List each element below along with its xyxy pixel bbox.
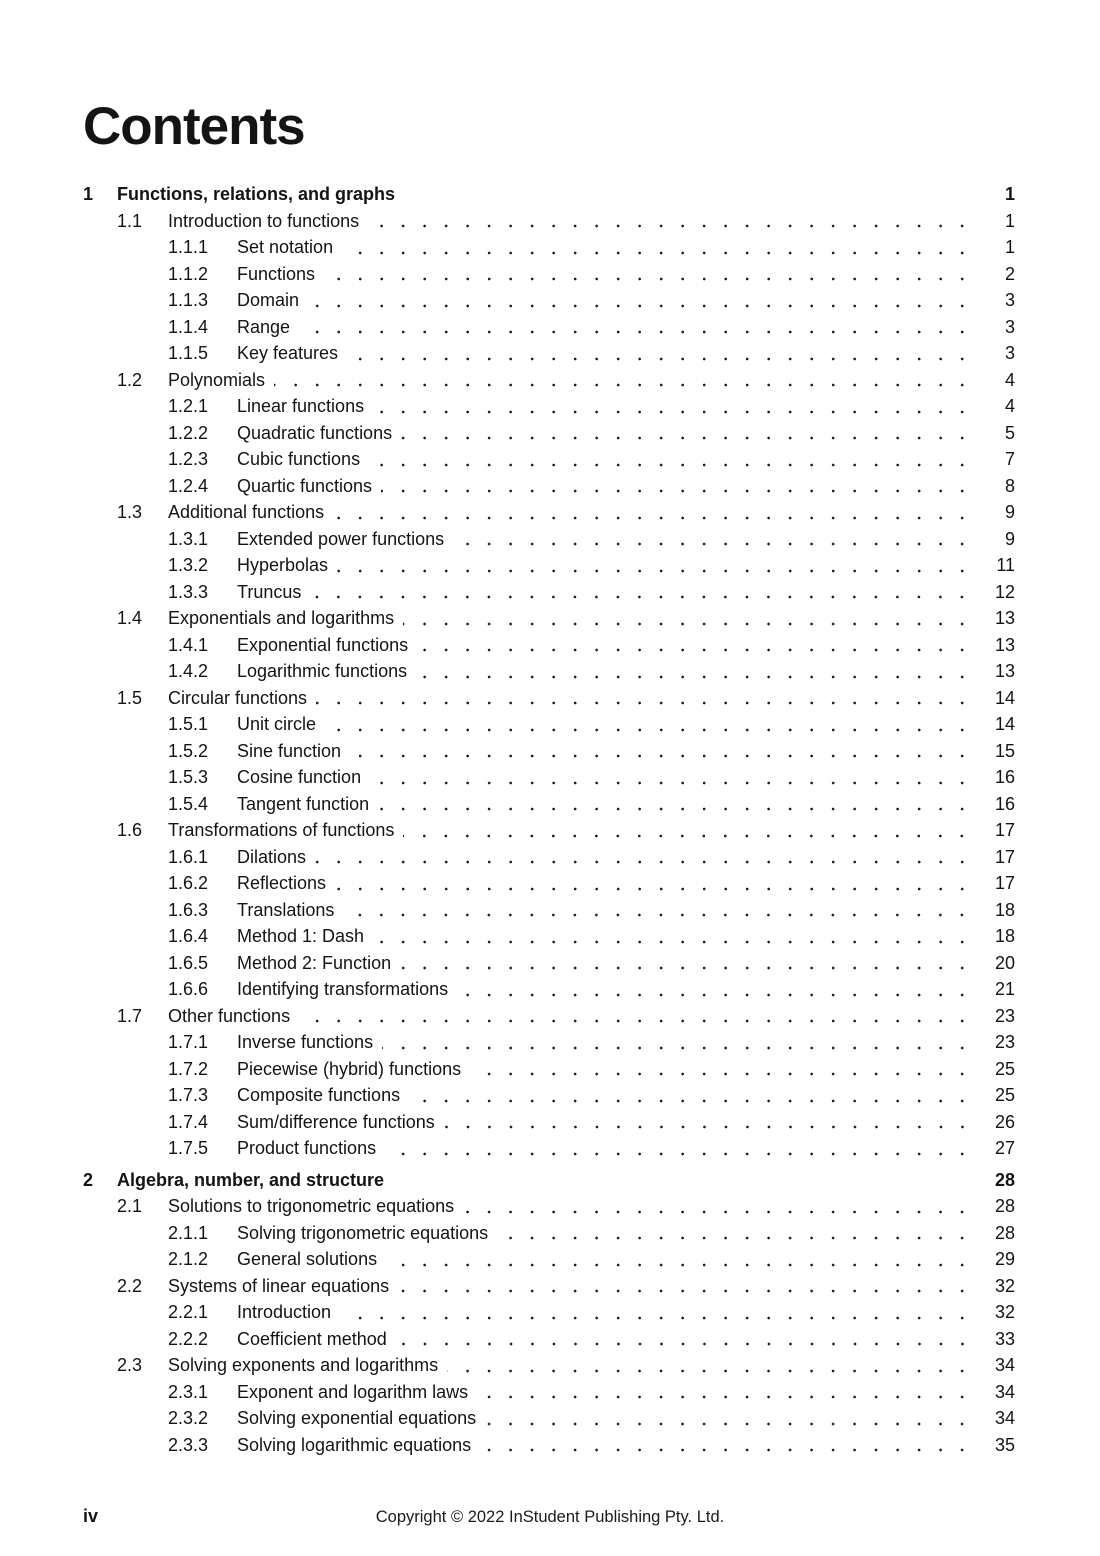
entry-number: 1.2.3 (168, 449, 209, 469)
entry-page: 34 (994, 1381, 1015, 1402)
entry-title: Systems of linear equations (168, 1275, 390, 1296)
entry-title: Unit circle (237, 714, 317, 734)
entry-page: 1 (1004, 184, 1015, 204)
entry-title: Domain (237, 290, 300, 310)
toc-entry (168, 764, 1015, 791)
entry-title: Method 1: Dash (237, 926, 365, 946)
leader-dots (485, 1405, 975, 1432)
toc-entry (168, 870, 1015, 897)
leader-dots (333, 499, 975, 526)
leader-dots (463, 1193, 975, 1220)
leader-dots (369, 446, 975, 473)
leader-dots (497, 1220, 975, 1247)
entry-page: 23 (994, 1032, 1015, 1052)
toc-entry (168, 393, 1015, 420)
entry-title: Coefficient method (237, 1328, 387, 1349)
entry-page: 14 (994, 687, 1015, 708)
entry-title: Solving logarithmic equations (237, 1434, 472, 1455)
toc-entry (168, 340, 1015, 367)
leader-dots (337, 552, 975, 579)
leader-dots (396, 1326, 975, 1353)
toc-entry (83, 1167, 1015, 1194)
entry-title: Solutions to trigonometric equations (168, 1196, 455, 1216)
toc-entry (117, 1352, 1015, 1379)
footer-copyright: Copyright © 2022 InStudent Publishing Pty. Ltd. (375, 1508, 725, 1526)
entry-number: 1.1.4 (168, 316, 209, 337)
toc-entry (168, 1135, 1015, 1162)
leader-dots (316, 685, 975, 712)
entry-number: 2.1.2 (168, 1249, 209, 1269)
entry-page: 28 (994, 1169, 1015, 1190)
toc-entry (168, 1056, 1015, 1083)
entry-title: Linear functions (237, 396, 365, 416)
toc-entry (168, 1246, 1015, 1273)
entry-number: 1.6.5 (168, 952, 209, 973)
entry-page: 33 (994, 1328, 1015, 1349)
entry-title: Truncus (237, 581, 302, 602)
toc-entry (117, 685, 1015, 712)
leader-dots (457, 976, 975, 1003)
toc-entry (168, 1326, 1015, 1353)
entry-number: 1.2.4 (168, 475, 209, 496)
toc-entry (117, 367, 1015, 394)
entry-title: Composite functions (237, 1085, 401, 1105)
entry-number: 2.2 (117, 1275, 143, 1296)
leader-dots (393, 1167, 975, 1194)
leader-dots (470, 1056, 975, 1083)
toc-entry (168, 1082, 1015, 1109)
leader-dots (381, 473, 975, 500)
leader-dots (299, 1003, 975, 1030)
entry-title: Inverse functions (237, 1032, 374, 1052)
toc-entry (168, 923, 1015, 950)
entry-number: 1.7.3 (168, 1085, 209, 1105)
toc-entry (117, 1193, 1015, 1220)
entry-page: 5 (1004, 422, 1015, 443)
entry-number: 1.2.1 (168, 396, 209, 416)
entry-page: 27 (994, 1138, 1015, 1158)
entry-title: Algebra, number, and structure (117, 1169, 385, 1190)
toc-entry (168, 1405, 1015, 1432)
entry-number: 2.2.2 (168, 1328, 209, 1349)
toc-entry (168, 791, 1015, 818)
leader-dots (299, 314, 975, 341)
toc-entry (168, 261, 1015, 288)
toc-entry (168, 897, 1015, 924)
entry-number: 2.1.1 (168, 1222, 209, 1243)
leader-dots (403, 605, 975, 632)
entry-title: Exponentials and logarithms (168, 608, 395, 628)
entry-page: 2 (1004, 263, 1015, 284)
entry-number: 1.1.2 (168, 263, 209, 284)
entry-title: Polynomials (168, 369, 266, 390)
leader-dots (368, 208, 975, 235)
leader-dots (386, 1246, 975, 1273)
toc-entry (168, 446, 1015, 473)
toc-entry (83, 181, 1015, 208)
leader-dots (403, 817, 975, 844)
leader-dots (382, 1029, 975, 1056)
entry-title: Solving trigonometric equations (237, 1222, 489, 1243)
entry-page: 13 (994, 661, 1015, 681)
entry-title: Exponent and logarithm laws (237, 1381, 469, 1402)
toc-entry (168, 658, 1015, 685)
toc-entry (117, 1273, 1015, 1300)
leader-dots (477, 1379, 975, 1406)
leader-dots (444, 1109, 975, 1136)
toc-entry (168, 950, 1015, 977)
entry-page: 16 (994, 793, 1015, 814)
leader-dots (385, 1135, 975, 1162)
toc-entry (168, 552, 1015, 579)
toc-entry (168, 234, 1015, 261)
entry-page: 35 (994, 1434, 1015, 1455)
entry-title: Exponential functions (237, 634, 409, 655)
entry-number: 1.5.1 (168, 714, 209, 734)
toc-entry (168, 420, 1015, 447)
entry-number: 1.6.4 (168, 926, 209, 946)
entry-title: Transformations of functions (168, 820, 395, 840)
entry-number: 1.1.3 (168, 290, 209, 310)
leader-dots (400, 950, 975, 977)
entry-title: Quadratic functions (237, 422, 393, 443)
entry-title: Sine function (237, 740, 342, 761)
leader-dots (401, 420, 975, 447)
toc-entry (168, 1299, 1015, 1326)
footer-page-number: iv (83, 1506, 99, 1526)
toc-entry (168, 738, 1015, 765)
leader-dots (480, 1432, 975, 1459)
entry-number: 2.3.2 (168, 1408, 209, 1428)
entry-number: 1.3.2 (168, 555, 209, 575)
entry-number: 2.3.1 (168, 1381, 209, 1402)
leader-dots (447, 1352, 975, 1379)
entry-number: 1.4 (117, 608, 143, 628)
entry-number: 1.6 (117, 820, 143, 840)
leader-dots (409, 1082, 975, 1109)
entry-page: 8 (1004, 475, 1015, 496)
toc-entry (117, 605, 1015, 632)
entry-page: 4 (1004, 369, 1015, 390)
entry-number: 1.5.3 (168, 767, 209, 787)
entry-number: 1.3.3 (168, 581, 209, 602)
entry-number: 1.5.4 (168, 793, 209, 814)
entry-number: 1.1.5 (168, 343, 209, 363)
entry-number: 1.1.1 (168, 237, 209, 257)
entry-page: 7 (1004, 449, 1015, 469)
toc-entry (117, 817, 1015, 844)
entry-page: 25 (994, 1085, 1015, 1105)
leader-dots (417, 632, 975, 659)
toc-entry (168, 526, 1015, 553)
entry-title: Introduction to functions (168, 210, 360, 231)
toc-entry (168, 1029, 1015, 1056)
entry-page: 17 (994, 846, 1015, 867)
entry-number: 1.4.2 (168, 661, 209, 681)
entry-title: Logarithmic functions (237, 661, 408, 681)
entry-title: Solving exponents and logarithms (168, 1355, 439, 1375)
leader-dots (324, 261, 975, 288)
entry-number: 2 (83, 1169, 94, 1190)
toc-entry (168, 1379, 1015, 1406)
toc-entry (168, 976, 1015, 1003)
entry-title: Translations (237, 899, 335, 920)
page-footer (0, 1506, 1100, 1536)
leader-dots (340, 1299, 975, 1326)
entry-page: 9 (1004, 502, 1015, 522)
entry-page: 18 (994, 926, 1015, 946)
entry-page: 25 (994, 1058, 1015, 1079)
leader-dots (325, 711, 975, 738)
entry-title: Set notation (237, 237, 334, 257)
entry-page: 3 (1004, 316, 1015, 337)
leader-dots (370, 764, 975, 791)
entry-page: 9 (1004, 528, 1015, 549)
page-title: Contents (83, 97, 305, 156)
leader-dots (373, 393, 975, 420)
entry-page: 1 (1004, 210, 1015, 231)
entry-title: Identifying transformations (237, 979, 449, 999)
entry-number: 1.6.2 (168, 873, 209, 893)
entry-page: 11 (996, 555, 1015, 575)
leader-dots (335, 870, 975, 897)
toc-entry (168, 844, 1015, 871)
entry-title: Tangent function (237, 793, 370, 814)
leader-dots (373, 923, 975, 950)
entry-number: 1.5 (117, 687, 143, 708)
entry-number: 1.7.4 (168, 1111, 209, 1132)
entry-title: Quartic functions (237, 475, 373, 496)
entry-title: Other functions (168, 1005, 291, 1026)
leader-dots (350, 738, 975, 765)
toc-list (83, 176, 1015, 1458)
toc-entry (168, 314, 1015, 341)
entry-number: 2.3 (117, 1355, 143, 1375)
entry-page: 18 (994, 899, 1015, 920)
leader-dots (315, 844, 975, 871)
entry-page: 13 (994, 634, 1015, 655)
leader-dots (310, 579, 975, 606)
leader-dots (347, 340, 975, 367)
entry-title: Introduction (237, 1302, 332, 1322)
entry-page: 28 (994, 1196, 1015, 1216)
entry-title: Product functions (237, 1138, 377, 1158)
entry-page: 29 (994, 1249, 1015, 1269)
entry-title: Additional functions (168, 502, 325, 522)
entry-title: Cubic functions (237, 449, 361, 469)
entry-number: 1.6.3 (168, 899, 209, 920)
entry-title: General solutions (237, 1249, 378, 1269)
toc-entry (168, 579, 1015, 606)
entry-number: 2.1 (117, 1196, 143, 1216)
entry-number: 1 (83, 184, 94, 204)
entry-page: 34 (994, 1408, 1015, 1428)
entry-page: 28 (994, 1222, 1015, 1243)
entry-page: 4 (1004, 396, 1015, 416)
leader-dots (416, 658, 975, 685)
entry-title: Method 2: Function (237, 952, 392, 973)
toc-entry (168, 1109, 1015, 1136)
entry-title: Functions, relations, and graphs (117, 184, 396, 204)
entry-page: 1 (1004, 237, 1015, 257)
entry-number: 1.2.2 (168, 422, 209, 443)
entry-title: Functions (237, 263, 316, 284)
toc-entry (168, 711, 1015, 738)
entry-number: 1.3 (117, 502, 143, 522)
entry-page: 32 (994, 1275, 1015, 1296)
entry-title: Extended power functions (237, 528, 445, 549)
entry-number: 1.7.2 (168, 1058, 209, 1079)
entry-title: Dilations (237, 846, 307, 867)
entry-page: 3 (1004, 290, 1015, 310)
entry-page: 3 (1004, 343, 1015, 363)
entry-number: 1.3.1 (168, 528, 209, 549)
entry-page: 16 (994, 767, 1015, 787)
entry-page: 13 (994, 608, 1015, 628)
entry-page: 26 (994, 1111, 1015, 1132)
entry-title: Piecewise (hybrid) functions (237, 1058, 462, 1079)
entry-number: 1.7.5 (168, 1138, 209, 1158)
entry-page: 12 (994, 581, 1015, 602)
leader-dots (343, 897, 975, 924)
entry-title: Circular functions (168, 687, 308, 708)
entry-number: 1.4.1 (168, 634, 209, 655)
entry-number: 2.2.1 (168, 1302, 209, 1322)
entry-title: Cosine function (237, 767, 362, 787)
leader-dots (342, 234, 975, 261)
entry-title: Solving exponential equations (237, 1408, 477, 1428)
toc-entry (168, 1220, 1015, 1247)
leader-dots (398, 1273, 975, 1300)
entry-title: Reflections (237, 873, 327, 893)
entry-page: 23 (994, 1005, 1015, 1026)
entry-page: 14 (994, 714, 1015, 734)
entry-number: 1.7.1 (168, 1032, 209, 1052)
leader-dots (453, 526, 975, 553)
entry-number: 1.6.1 (168, 846, 209, 867)
toc-entry (117, 208, 1015, 235)
toc-entry (117, 1003, 1015, 1030)
entry-title: Range (237, 316, 291, 337)
toc-entry (168, 473, 1015, 500)
entry-page: 32 (994, 1302, 1015, 1322)
entry-number: 2.3.3 (168, 1434, 209, 1455)
entry-page: 34 (994, 1355, 1015, 1375)
entry-number: 1.5.2 (168, 740, 209, 761)
entry-page: 15 (994, 740, 1015, 761)
entry-number: 1.6.6 (168, 979, 209, 999)
toc-entry (168, 287, 1015, 314)
toc-entry (168, 1432, 1015, 1459)
entry-page: 21 (994, 979, 1015, 999)
entry-page: 20 (994, 952, 1015, 973)
toc-entry (117, 499, 1015, 526)
entry-number: 1.1 (117, 210, 143, 231)
leader-dots (404, 181, 975, 208)
entry-page: 17 (994, 820, 1015, 840)
entry-title: Key features (237, 343, 339, 363)
entry-page: 17 (994, 873, 1015, 893)
leader-dots (274, 367, 975, 394)
entry-title: Sum/difference functions (237, 1111, 435, 1132)
toc-entry (168, 632, 1015, 659)
entry-title: Hyperbolas (237, 555, 329, 575)
leader-dots (378, 791, 975, 818)
leader-dots (308, 287, 975, 314)
entry-number: 1.7 (117, 1005, 143, 1026)
entry-number: 1.2 (117, 369, 143, 390)
